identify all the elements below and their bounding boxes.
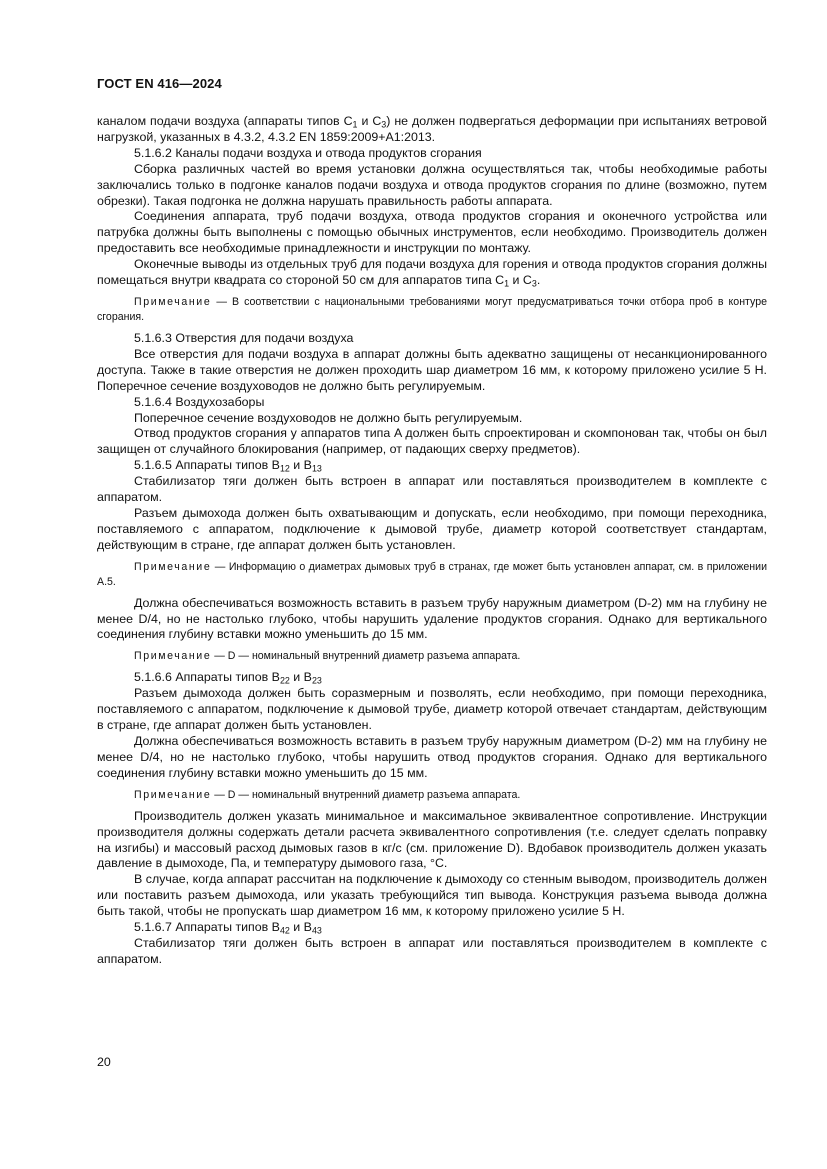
paragraph: Должна обеспечиваться возможность вставить в разъем трубу наружным диаметром (D-2) мм на глубину не менее D/4, но не настолько глубоко, чтобы нарушить отвод продуктов сгорания. Однако для вертикального соединения глубину вставки можно уменьшить до 15 мм.: [97, 734, 767, 780]
paragraph: Соединения аппарата, труб подачи воздуха, отвода продуктов сгорания и оконечного устройства или патрубка должны быть выполнены с помощью обычных инструментов, если необходимо. Производитель должен предоставить все необходимые принадлежности и инструкции по монтажу.: [97, 209, 767, 256]
paragraph: Поперечное сечение воздуховодов не должно быть регулируемым.: [134, 410, 523, 425]
paragraph: В случае, когда аппарат рассчитан на подключение к дымоходу со стенным выводом, производитель должен или поставить разъем дымохода, или указать требующийся тип вывода. Конструкция разъема вывода должна быть такой, чтобы не пропускать шар диаметром 16 мм, к которому приложено усилие 5 Н.: [97, 872, 767, 919]
paragraph: Отвод продуктов сгорания у аппаратов типа A должен быть спроектирован и скомпонован так, чтобы он был защищен от случайного блокирования (например, от падающих сверху предметов).: [97, 426, 767, 457]
paragraph: Разъем дымохода должен быть охватывающим и допускать, если необходимо, при помощи переходника, поставляемого с аппаратом, подключение к дымовой трубе, диаметр которой соответствует стандартам, действующим в стране, где аппарат должен быть установлен.: [97, 505, 767, 552]
section-heading-5-1-6-6: 5.1.6.6 Аппараты типов $B_{22}$ и $B_{23}$: [134, 670, 322, 687]
paragraph: Стабилизатор тяги должен быть встроен в аппарат или поставляться производителем в комплекте с аппаратом.: [97, 474, 767, 505]
page-number: 20: [97, 1055, 111, 1069]
paragraph: Производитель должен указать минимальное и максимальное эквивалентное сопротивление. Инструкции производителя должны содержать детали расчета эквивалентного сопротивления (т.е. следует сделать поправку на изгибы) и массовый расход дымовых газов в кг/с (см. приложение D). Вдобавок производитель должен указать давление в дымоходе, Па, и температуру дымового газа, °C.: [97, 808, 767, 871]
note: Примечание — В соответствии с национальными требованиями могут предусматриваться точки отбора проб в контуре сгорания.: [97, 295, 767, 323]
section-heading-5-1-6-4: 5.1.6.4 Воздухозаборы: [134, 394, 265, 409]
paragraph: Сборка различных частей во время установки должна осуществляться так, чтобы необходимые работы заключались только в подгонке каналов подачи воздуха и отвода продуктов сгорания по длине (возможно, путем обрезки). Такая подгонка не должна нарушать правильность работы аппарата.: [97, 161, 767, 208]
section-heading-5-1-6-3: 5.1.6.3 Отверстия для подачи воздуха: [134, 330, 354, 345]
paragraph: Все отверстия для подачи воздуха в аппарат должны быть адекватно защищены от несанкционированного доступа. Также в такие отверстия не должен проходить шар диаметром 16 мм, к которому приложено усилие 5 Н. Поперечное сечение воздуховодов не должно быть регулируемым.: [97, 346, 767, 393]
page-body: [97, 114, 767, 968]
paragraph: Оконечные выводы из отдельных труб для подачи воздуха для горения и отвода продуктов сгорания должны помещаться внутри квадрата со стороной 50 см для аппаратов типа $C_1$ и $C_3$.: [97, 257, 767, 289]
note: Примечание — D — номинальный внутренний диаметр разъема аппарата.: [134, 788, 521, 801]
note: Примечание — Информацию о диаметрах дымовых труб в странах, где может быть установлен аппарат, см. в приложении A.5.: [97, 560, 767, 588]
paragraph: Должна обеспечиваться возможность вставить в разъем трубу наружным диаметром (D-2) мм на глубину не менее D/4, но не настолько глубоко, чтобы нарушить удаление продуктов сгорания. Однако для вертикального соединения глубину вставки можно уменьшить до 15 мм.: [97, 595, 767, 642]
paragraph: Разъем дымохода должен быть соразмерным и позволять, если необходимо, при помощи переходника, поставляемого с аппаратом, подключение к дымовой трубе, диаметр которой отвечает стандартам, действующим в стране, где аппарат должен быть установлен.: [97, 686, 767, 733]
note: Примечание — D — номинальный внутренний диаметр разъема аппарата.: [134, 650, 521, 663]
section-heading-5-1-6-5: 5.1.6.5 Аппараты типов $B_{12}$ и $B_{13}$: [134, 458, 322, 474]
paragraph: Стабилизатор тяги должен быть встроен в аппарат или поставляться производителем в комплекте с аппаратом.: [97, 935, 767, 966]
section-heading-5-1-6-7: 5.1.6.7 Аппараты типов $B_{42}$ и $B_{43}$: [134, 920, 322, 936]
paragraph: каналом подачи воздуха (аппараты типов $C_1$ и $C_3$) не должен подвергаться деформации при испытаниях ветровой нагрузкой, указанных в 4.3.2, 4.3.2 EN 1859:2009+A1:2013.: [97, 114, 767, 144]
document-header: ГОСТ EN 416—2024: [97, 76, 222, 91]
section-heading-5-1-6-2: 5.1.6.2 Каналы подачи воздуха и отвода продуктов сгорания: [134, 145, 482, 160]
